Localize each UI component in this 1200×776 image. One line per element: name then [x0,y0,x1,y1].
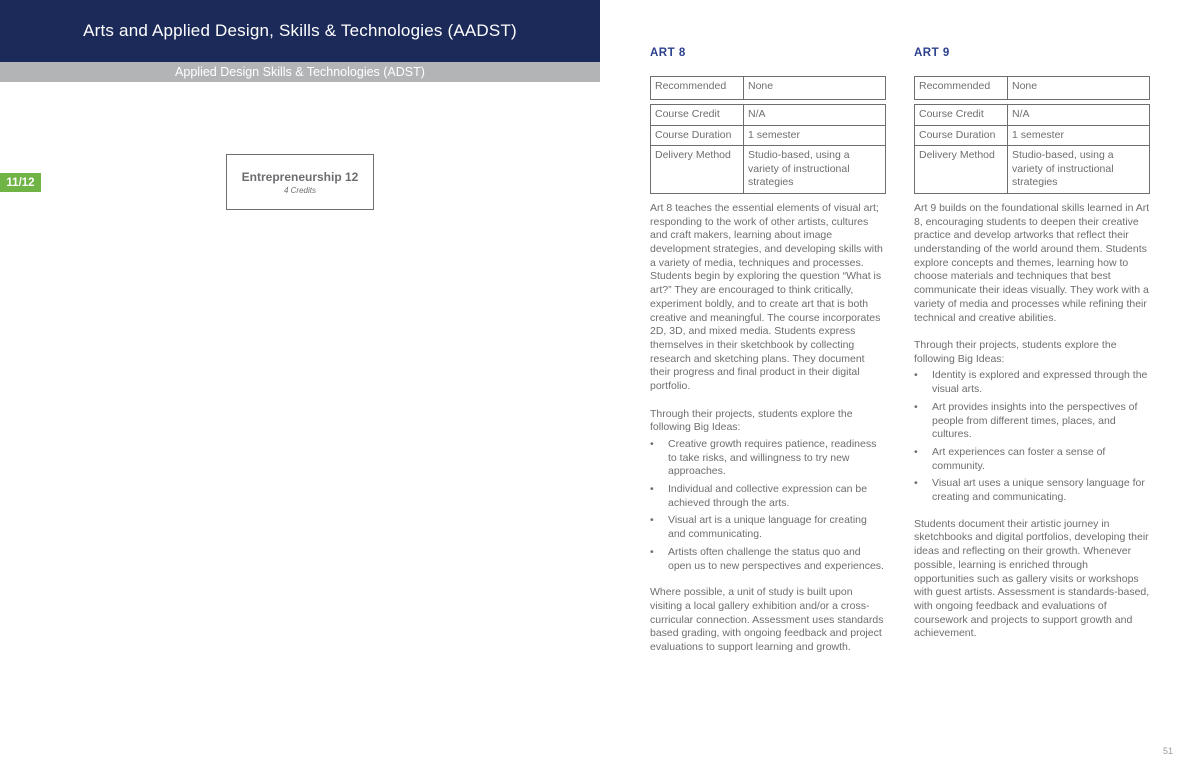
bullet-icon: • [650,545,654,558]
table-row [915,77,1150,100]
list-item-text: Artists often challenge the status quo and open us to new perspectives and experiences. [668,545,884,572]
list-item [914,446,1150,473]
course-credits: 4 Credits [283,185,316,195]
table-key: Delivery Method [651,146,744,194]
list-item-text: Individual and collective expression can be achieved through the arts. [668,483,868,509]
list-item-text: Identity is explored and expressed through the visual arts. [932,369,1148,396]
art9-closing: Students document their artistic journey in sketchbooks and digital portfolios, developing their ideas and reflecting on their growth. Whenever possible, learning is enriched through opportunities such as gallery visits or workshops with guest artists. Assessment is standards-based, with ongoing feedback and evaluations of coursework and projects to support growth and achievement. [914,517,1150,640]
list-item [650,483,886,510]
art9-intro: Art 9 builds on the foundational skills learned in Art 8, encouraging students to deepen their creative practice and develop artworks that reflect their understanding of the world around them. Students explore concepts and themes, learning how to choose materials and techniques that best communicate their ideas visually. They work with a variety of media and processes while refining their technical and creative abilities. [914,201,1150,324]
bullet-icon: • [914,445,918,458]
table-value: None [744,77,886,100]
art9-ideas-intro: Through their projects, students explore the following Big Ideas: [914,338,1117,365]
table-key: Recommended [915,77,1008,100]
art9-info-table [914,76,1150,194]
table-row [651,105,886,126]
table-value: Studio-based, using a variety of instructional strategies [744,146,886,194]
table-value: 1 semester [744,125,886,146]
art9-heading: ART 9 [914,47,950,59]
table-row [651,125,886,146]
bullet-icon: • [914,400,918,413]
header-title: Arts and Applied Design, Skills & Technologies (AADST) [83,21,517,40]
list-item-text: Visual art is a unique language for creating and communicating. [668,514,867,541]
page-header [0,0,600,62]
list-item-text: Creative growth requires patience, readiness to take risks, and willingness to try new approaches. [668,437,877,478]
table-key: Course Duration [915,125,1008,146]
list-item [914,477,1150,504]
table-row [651,77,886,100]
table-value: N/A [744,105,886,126]
art8-big-ideas [650,438,886,573]
art8-ideas-intro: Through their projects, students explore the following Big Ideas: [650,407,853,434]
list-item-text: Art provides insights into the perspectives of people from different times, places, and cultures. [932,400,1138,441]
list-item [650,514,886,541]
bullet-icon: • [914,477,918,490]
table-value: 1 semester [1008,125,1150,146]
subheader-title: Applied Design Skills & Technologies (ADST) [175,65,425,79]
art9-description [914,202,1150,641]
art8-column [650,47,886,668]
table-key: Course Duration [651,125,744,146]
list-item [650,546,886,573]
table-value: Studio-based, using a variety of instructional strategies [1008,146,1150,194]
art8-intro: Art 8 teaches the essential elements of visual art; responding to the work of other artists, cultures and craft makers, learning about image development strategies, and developing skills with a variety of media, techniques and processes. Students begin by exploring the question “What is art?” They are encouraged to think critically, experiment boldly, and to create art that is both creative and meaningful. The course incorporates 2D, 3D, and mixed media. Students express themselves in their sketchbook by collecting research and sketching plans. They document their progress and final product in their digital portfolio. [650,201,883,393]
list-item [914,369,1150,396]
bullet-icon: • [914,369,918,382]
table-key: Recommended [651,77,744,100]
art9-column [914,47,1150,655]
list-item [650,438,886,479]
table-key: Course Credit [651,105,744,126]
table-row [915,125,1150,146]
list-item-text: Art experiences can foster a sense of community. [932,445,1106,472]
table-value: N/A [1008,105,1150,126]
bullet-icon: • [650,483,654,496]
table-row [651,146,886,194]
section-subheader [0,62,600,82]
course-box [226,154,374,210]
course-title: Entrepreneurship 12 [241,169,359,184]
list-item [914,401,1150,442]
art8-closing: Where possible, a unit of study is built upon visiting a local gallery exhibition and/or a cross-curricular connection. Assessment uses standards based grading, with ongoing feedback and project evaluations to support learning and growth. [650,586,884,654]
art8-heading: ART 8 [650,47,686,59]
table-row [915,105,1150,126]
bullet-icon: • [650,437,654,450]
table-row [915,146,1150,194]
page-number: 51 [1163,746,1174,756]
bullet-icon: • [650,514,654,527]
table-key: Course Credit [915,105,1008,126]
table-value: None [1008,77,1150,100]
art9-big-ideas [914,369,1150,504]
grade-tag: 11/12 [0,173,41,192]
list-item-text: Visual art uses a unique sensory language for creating and communicating. [932,477,1145,504]
art8-info-table [650,76,886,194]
art8-description [650,202,886,655]
table-key: Delivery Method [915,146,1008,194]
